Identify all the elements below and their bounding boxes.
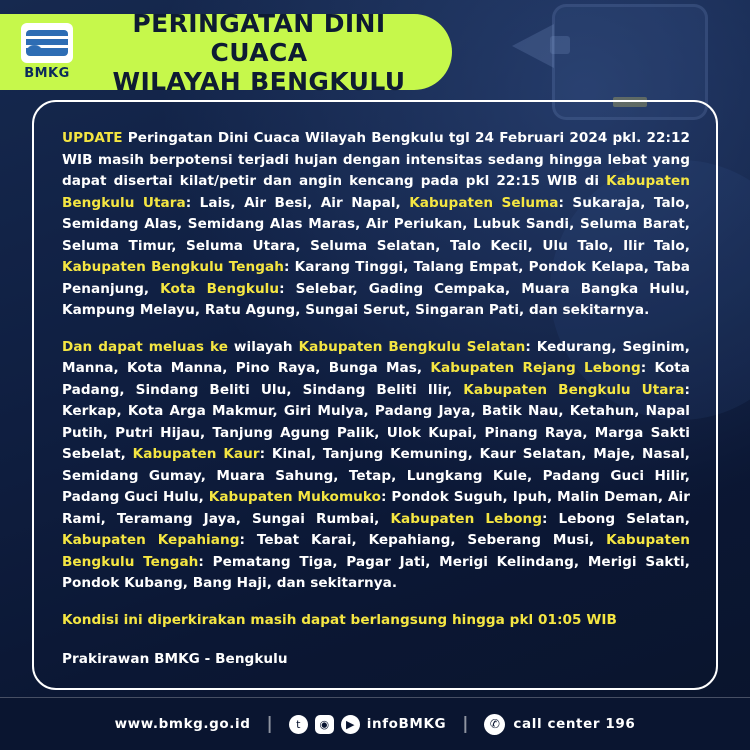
body-segment: : Selebar, Gading Cempaka, Muara Bangka Hulu, Kampung Melayu, Ratu Agung, Sungai Serut, Singaran Pati, dan sekitarnya. [62, 280, 690, 318]
body-segment: : Lebong Selatan, [542, 510, 690, 527]
body-segment: : Karang Tinggi, Talang Empat, Pondok Kelapa, Taba Penanjung, [62, 259, 690, 297]
highlighted-region-name: Kabupaten Seluma [409, 194, 559, 211]
bmkg-logo-text: BMKG [24, 66, 70, 81]
body-segment: : Kota Padang, Sindang Beliti Ulu, Sindang Beliti Ilir, [62, 360, 691, 398]
highlighted-region-name: Kabupaten Kepahiang [62, 532, 240, 548]
call-center-text: call center 196 [513, 716, 636, 732]
highlighted-region-name: Kabupaten Bengkulu Utara [62, 173, 690, 211]
highlighted-region-name: UPDATE [62, 130, 123, 146]
body-segment: wilayah [227, 338, 299, 355]
body-segment: : Kinal, Tanjung Kemuning, Kaur Selatan, Maje, Nasal, Semidang Gumay, Muara Sahung, Tetap, Lungkang Kule, Padang Guci Hilir, Padang Guci Hulu, [62, 446, 690, 505]
body-segment: : Pematang Tiga, Pagar Jati, Merigi Kelindang, Merigi Sakti, Pondok Kubang, Bang Haji, dan sekitarnya. [62, 553, 690, 591]
highlighted-region-name: Dan dapat meluas ke [62, 338, 228, 355]
bmkg-logo [10, 23, 84, 81]
wave-icon [26, 30, 68, 56]
body-segment: : Kedurang, Seginim, Manna, Kota Manna, Pino Raya, Bunga Mas, [62, 338, 690, 376]
duration-note: Kondisi ini diperkirakan masih dapat berlangsung hingga pkl 01:05 WIB [62, 611, 617, 628]
highlighted-region-name: Kabupaten Bengkulu Tengah [62, 532, 690, 570]
warning-body [62, 128, 690, 671]
megaphone-body-icon [550, 36, 570, 54]
highlighted-region-name: Kabupaten Kaur [132, 446, 260, 462]
paragraph-primary [62, 128, 690, 322]
page-title [84, 9, 452, 96]
footer-separator-2: | [462, 714, 469, 734]
body-segment: : Sukaraja, Talo, Semidang Alas, Semidang Alas Maras, Air Periukan, Lubuk Sandi, Seluma Barat, Seluma Timur, Seluma Utara, Seluma Selatan, Talo Kecil, Ulu Talo, Ilir Talo, [62, 194, 690, 254]
highlighted-region-name: Kabupaten Bengkulu Tengah [62, 259, 284, 275]
body-segment: : Tebat Karai, Kepahiang, Seberang Musi, [239, 532, 607, 548]
highlighted-region-name: Kota Bengkulu [160, 280, 280, 297]
highlighted-region-name: Kabupaten Bengkulu Utara [463, 381, 685, 398]
instagram-icon[interactable]: ◉ [315, 715, 334, 734]
signature: Prakirawan BMKG - Bengkulu [62, 651, 288, 667]
bmkg-logo-mark [21, 23, 73, 63]
body-segment: : Lais, Air Besi, Air Napal, [185, 194, 410, 211]
paragraph-extended [62, 337, 690, 595]
megaphone-icon [512, 24, 554, 68]
title-line-2: WILAYAH BENGKULU [112, 66, 406, 96]
highlighted-region-name: Kabupaten Lebong [390, 510, 542, 527]
highlighted-region-name: Kabupaten Mukomuko [208, 489, 382, 505]
title-line-1: PERINGATAN DINI CUACA [132, 8, 386, 67]
phone-icon: ✆ [484, 714, 505, 735]
website-link[interactable]: www.bmkg.go.id [114, 716, 251, 732]
body-segment: : Kerkap, Kota Arga Makmur, Giri Mulya, Padang Jaya, Batik Nau, Ketahun, Napal Putih, Putri Hijau, Tanjung Agung Palik, Ulok Kupai, Pinang Raya, Marga Sakti Sebelat, [62, 381, 690, 462]
body-segment: Peringatan Dini Cuaca Wilayah Bengkulu tgl 24 Februari 2024 pkl. 22:12 WIB masih berpotensi terjadi hujan dengan intensitas sedang hingga lebat yang dapat disertai kilat/petir dan angin kencang pada pkl 22:15 WIB di [62, 130, 690, 189]
social-handle[interactable]: infoBMKG [366, 716, 447, 732]
social-group [289, 715, 446, 734]
footer-bar [0, 697, 750, 750]
highlighted-region-name: Kabupaten Rejang Lebong [430, 360, 641, 376]
youtube-icon[interactable]: ▶ [341, 715, 360, 734]
footer-separator-1: | [266, 714, 273, 734]
highlighted-region-name: Kabupaten Bengkulu Selatan [298, 338, 526, 355]
body-segment: : Pondok Suguh, Ipuh, Malin Deman, Air Rami, Teramang Jaya, Sungai Rumbai, [62, 489, 690, 527]
warning-card [32, 100, 718, 690]
twitter-icon[interactable]: t [289, 715, 308, 734]
call-center-group [484, 714, 635, 735]
header-banner [0, 8, 452, 96]
